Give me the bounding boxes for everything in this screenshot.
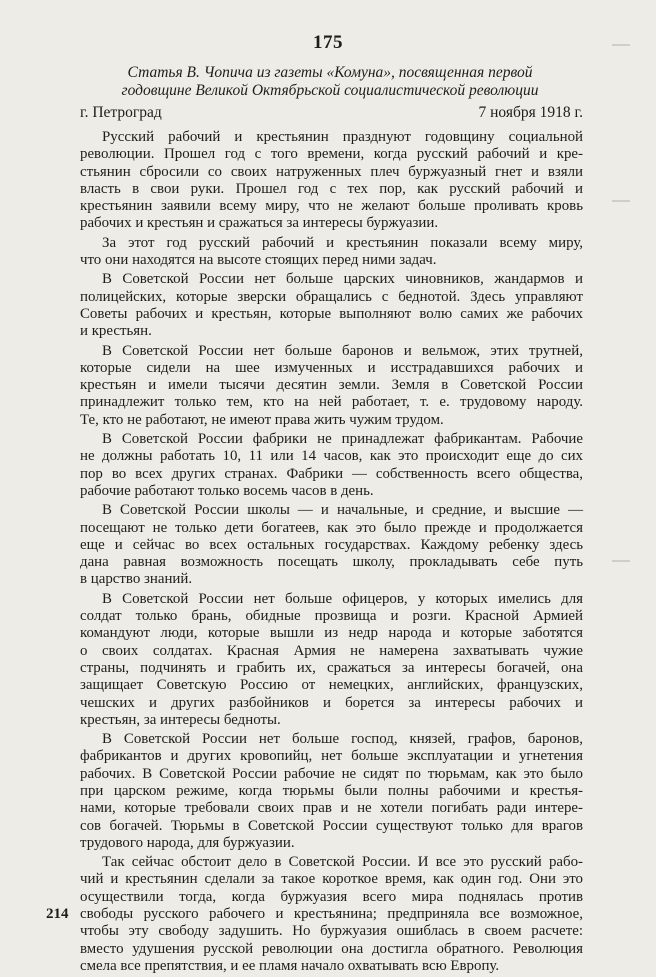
- document-number: 175: [313, 32, 343, 53]
- text-line: осуществили тогда, когда буржуазия всего мира поднялась против: [80, 888, 583, 905]
- document-title: [80, 64, 580, 100]
- text-line: при царском режиме, когда тюрьмы были полны рабочими и крестья-: [80, 782, 583, 799]
- text-line: В Советской России школы — и начальные, и средние, и высшие —: [102, 502, 583, 519]
- paragraph: [80, 343, 583, 429]
- facing-page-bleed-mark: [612, 200, 630, 202]
- text-line: свободы русского рабочего и крестьянина; предприняла все возможное,: [80, 906, 583, 923]
- text-line: чешских и других разбойников и борется за интересы рабочих и: [80, 694, 583, 711]
- document-title-line-2: годовщине Великой Октябрьской социалистической революции: [121, 82, 539, 99]
- text-line: чтобы эту свободу задушить. Но буржуазия ошиблась в своем расчете:: [80, 923, 583, 940]
- text-line: нами, которые требовали своих прав и не хотели погибать ради интере-: [80, 800, 583, 817]
- paragraph: [80, 854, 583, 975]
- paragraph: [80, 591, 583, 729]
- text-line: и крестьян.: [80, 323, 152, 340]
- text-line: Те, кто не работают, не имеют права жить чужим трудом.: [80, 411, 444, 428]
- text-line: еще и сейчас во всех остальных государствах. Каждому ребенку здесь: [80, 536, 583, 553]
- paragraph: [80, 271, 583, 340]
- text-line: посещают не только дети богатеев, как это было прежде и продолжается: [80, 519, 583, 536]
- text-line: Русский рабочий и крестьянин празднуют годовщину социальной: [102, 129, 583, 145]
- text-line: В Советской России нет больше царских чиновников, жандармов и: [102, 271, 583, 288]
- text-line: рабочих. В Советской России рабочие не сидят по тюрьмам, как это было: [80, 765, 583, 782]
- document-place: г. Петроград: [80, 104, 162, 121]
- text-line: смела все препятствия, и ее пламя начало охватывать всю Европу.: [80, 957, 500, 974]
- paragraph: [80, 235, 583, 270]
- text-line: В Советской России нет больше офицеров, у которых имелись для: [102, 590, 583, 607]
- document-title-line-1: Статья В. Чопича из газеты «Комуна», посвященная первой: [127, 64, 533, 81]
- text-line: крестьян и имели тысячи десятин земли. Земля в Советской России: [80, 377, 583, 394]
- text-line: революции. Прошел год с того времени, когда русский рабочий и кре-: [80, 146, 583, 163]
- facing-page-bleed-mark: [612, 44, 630, 46]
- text-line: фабрикантов и других кровопийц, нет больше эксплуатации и угнетения: [80, 748, 583, 765]
- text-line: власть в свои руки. Прошел год с тех пор, как русский рабочий и: [80, 180, 583, 197]
- text-line: вместо удушения русской революции она достигла обратного. Революция: [80, 940, 583, 957]
- text-line: рабочих и крестьян и сражаться за интересы буржуазии.: [80, 215, 439, 232]
- text-line: Так сейчас обстоит дело в Советской России. И все это русский рабо-: [102, 854, 583, 871]
- text-line: крестьянин заявили всему миру, что не желают больше проливать кровь: [80, 198, 583, 215]
- text-line: командуют люди, которые вышли из недр народа и которые заботятся: [80, 625, 583, 642]
- text-line: защищает Советскую Россию от немецких, английских, французских,: [80, 677, 583, 694]
- text-line: В Советской России нет больше господ, князей, графов, баронов,: [102, 731, 583, 748]
- paragraph: [80, 731, 583, 852]
- text-line: пор во всех других странах. Фабрики — собственность всего общества,: [80, 465, 583, 482]
- text-line: В Советской России фабрики не принадлежат фабрикантам. Рабочие: [102, 431, 583, 448]
- text-line: За этот год русский рабочий и крестьянин показали всему миру,: [102, 234, 583, 251]
- text-line: трудового народа, для буржуазии.: [80, 834, 295, 851]
- paragraph: [80, 129, 583, 233]
- text-line: В Советской России нет больше баронов и вельмож, этих трутней,: [102, 342, 583, 359]
- page-number: 214: [46, 906, 69, 922]
- text-line: о своих солдатах. Красная Армия не намерена захватывать чужие: [80, 642, 583, 659]
- document-date: 7 ноября 1918 г.: [478, 104, 583, 121]
- article-body: [80, 129, 583, 977]
- text-line: не должны работать 10, 11 или 14 часов, как это происходит еще до сих: [80, 448, 583, 465]
- text-line: Советы рабочих и крестьян, которые выполняют волю самих же рабочих: [80, 305, 583, 322]
- text-line: солдат только брань, обидные прозвища и розги. Красной Армией: [80, 608, 583, 625]
- text-line: в царство знаний.: [80, 571, 193, 588]
- text-line: которые сидели на шее измученных и исстрадавшихся рабочих и: [80, 359, 583, 376]
- paragraph: [80, 431, 583, 500]
- text-line: рабочие работают только восемь часов в день.: [80, 482, 374, 499]
- text-line: чий и крестьянин сделали за такое короткое время, как один год. Они это: [80, 871, 583, 888]
- text-line: что они находятся на высоте стоящих перед ними задач.: [80, 252, 437, 269]
- text-line: принадлежит только тем, кто на ней работает, т. е. трудовому народу.: [80, 394, 583, 411]
- text-line: полицейских, которые зверски обращались с беднотой. Здесь управляют: [80, 288, 583, 305]
- facing-page-bleed-mark: [612, 560, 630, 562]
- text-line: стьянин сбросили со своих натруженных плеч буржуазный гнет и взяли: [80, 163, 583, 180]
- place-date-line: [80, 103, 583, 123]
- text-line: дана равная возможность посещать школу, прокладывать себе путь: [80, 554, 583, 571]
- text-line: крестьян, за интересы бедноты.: [80, 711, 281, 728]
- text-line: страны, подчинять и грабить их, сражаться за интересы богачей, она: [80, 659, 583, 676]
- paragraph: [80, 502, 583, 588]
- text-line: сов богачей. Тюрьмы в Советской России существуют только для врагов: [80, 817, 583, 834]
